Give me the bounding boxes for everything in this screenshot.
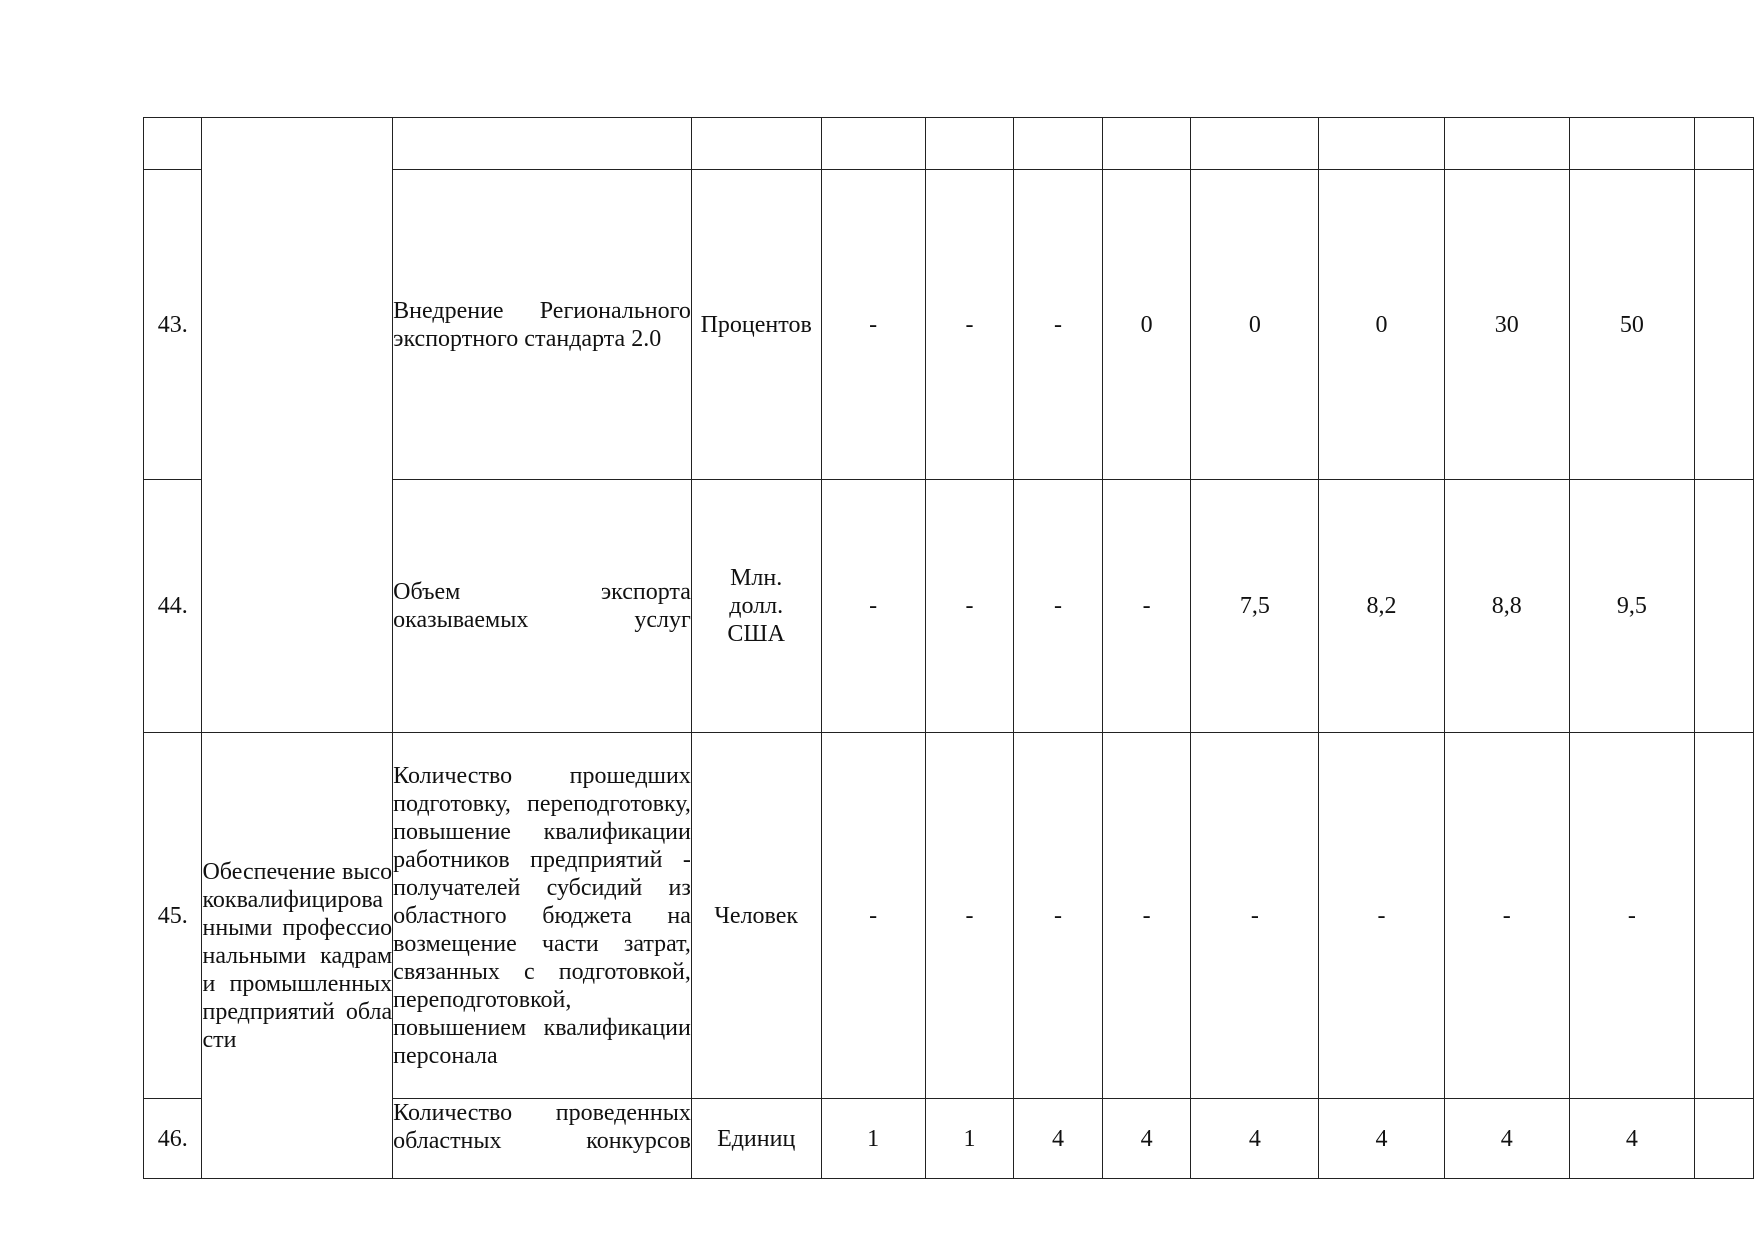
table-cell: [1694, 1099, 1753, 1179]
table-cell: [821, 118, 925, 170]
table-cell: [925, 118, 1014, 170]
value-cell: -: [1014, 480, 1103, 733]
value-cell: 50: [1569, 170, 1694, 480]
row-number: 45.: [144, 733, 202, 1099]
value-cell: 4: [1014, 1099, 1103, 1179]
table-row: [144, 118, 1754, 170]
table-cell: [1444, 118, 1569, 170]
table-cell: [1569, 118, 1694, 170]
table-cell: [691, 118, 821, 170]
value-cell: -: [1102, 733, 1191, 1099]
value-cell: -: [821, 170, 925, 480]
table-cell: [393, 118, 692, 170]
indicator-name: Внедрение Регионального экспортного стандарта 2.0: [393, 170, 692, 480]
row-number: 43.: [144, 170, 202, 480]
indicator-name-text: Количество проведенных областных конкурсов: [393, 1100, 691, 1154]
unit-cell: Процентов: [691, 170, 821, 480]
value-cell: -: [1102, 480, 1191, 733]
indicators-table: [143, 117, 1754, 1179]
table-cell: [1102, 118, 1191, 170]
value-cell: -: [925, 170, 1014, 480]
unit-cell: Человек: [691, 733, 821, 1099]
table-cell: [1694, 170, 1753, 480]
table-cell: [1319, 118, 1444, 170]
unit-cell: Единиц: [691, 1099, 821, 1179]
value-cell: 0: [1191, 170, 1319, 480]
value-cell: 1: [925, 1099, 1014, 1179]
indicator-name: Объем экспорта оказываемых услуг: [393, 480, 692, 733]
value-cell: 4: [1319, 1099, 1444, 1179]
indicator-name: Количество прошедших подготовку, переподготовку, повышение квалификации работников предприятий - получателей субсидий из областного бюджета на возмещение части затрат, связанных с подготовкой, переподготовкой, повышением квалификации персонала: [393, 733, 692, 1099]
value-cell: 0: [1102, 170, 1191, 480]
value-cell: 8,8: [1444, 480, 1569, 733]
value-cell: -: [821, 733, 925, 1099]
value-cell: 7,5: [1191, 480, 1319, 733]
table-cell: [1014, 118, 1103, 170]
table-cell: [1694, 733, 1753, 1099]
value-cell: 4: [1569, 1099, 1694, 1179]
value-cell: -: [1191, 733, 1319, 1099]
table-cell: [1694, 118, 1753, 170]
table-cell: [144, 118, 202, 170]
value-cell: 30: [1444, 170, 1569, 480]
value-cell: 8,2: [1319, 480, 1444, 733]
goal-text: Обеспечение высококвалифицированными профессиональными кадрами промышленных предприятий области: [202, 858, 393, 1053]
value-cell: -: [1014, 170, 1103, 480]
goal-cell: [202, 733, 393, 1179]
value-cell: 4: [1191, 1099, 1319, 1179]
value-cell: -: [925, 733, 1014, 1099]
value-cell: 1: [821, 1099, 925, 1179]
value-cell: -: [1569, 733, 1694, 1099]
value-cell: 0: [1319, 170, 1444, 480]
value-cell: -: [821, 480, 925, 733]
value-cell: -: [1444, 733, 1569, 1099]
table-row: [144, 733, 1754, 1099]
value-cell: 4: [1444, 1099, 1569, 1179]
goal-cell-empty: [202, 118, 393, 733]
row-number: 46.: [144, 1099, 202, 1179]
row-number: 44.: [144, 480, 202, 733]
value-cell: 9,5: [1569, 480, 1694, 733]
value-cell: 4: [1102, 1099, 1191, 1179]
indicator-name: [393, 1099, 692, 1179]
value-cell: -: [925, 480, 1014, 733]
value-cell: -: [1014, 733, 1103, 1099]
value-cell: -: [1319, 733, 1444, 1099]
table-cell: [1191, 118, 1319, 170]
table-cell: [1694, 480, 1753, 733]
unit-cell: Млн. долл. США: [691, 480, 821, 733]
